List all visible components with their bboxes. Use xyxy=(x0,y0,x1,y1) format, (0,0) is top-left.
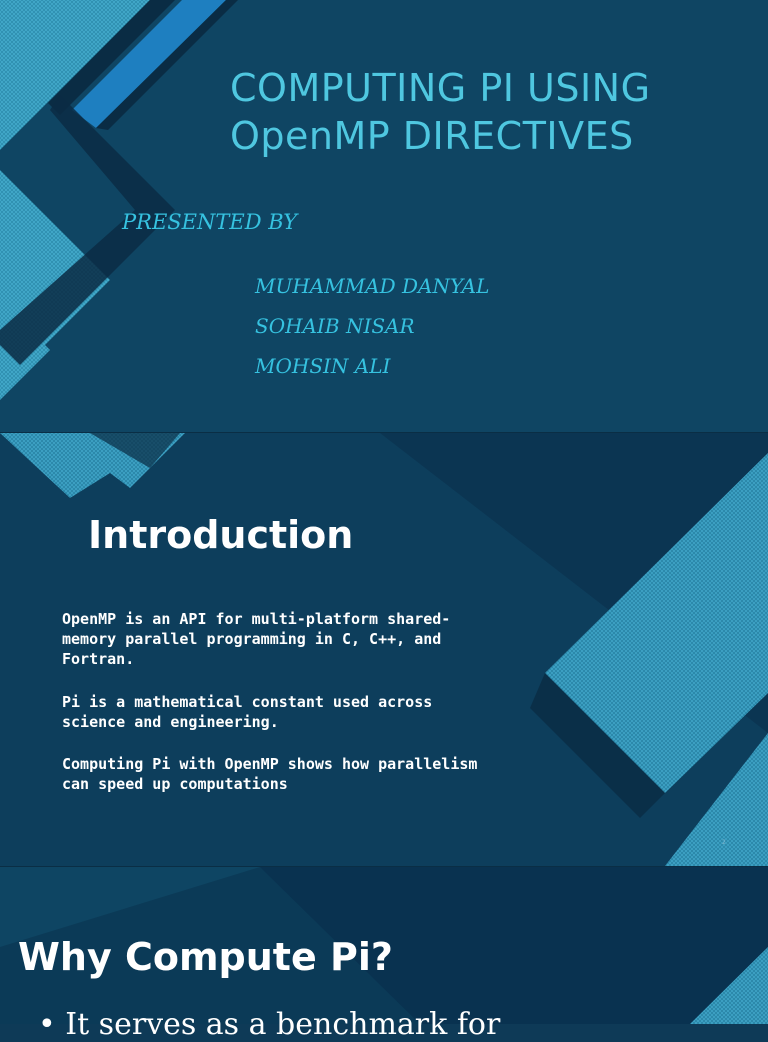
intro-paragraph-2: Pi is a mathematical constant used across science and engineering. xyxy=(62,693,433,731)
title-line-2: OpenMP DIRECTIVES xyxy=(230,114,634,158)
intro-paragraph-1: OpenMP is an API for multi-platform shared-memory parallel programming in C, C++, and Fortran. xyxy=(62,610,451,668)
slide-title xyxy=(230,64,750,160)
presented-by-label: PRESENTED BY xyxy=(122,210,298,234)
introduction-slide xyxy=(0,433,768,866)
bullet-text: • It serves as a benchmark for xyxy=(38,1007,501,1042)
title-slide xyxy=(0,0,768,432)
page-number: 2 xyxy=(722,839,726,846)
presenter-2: SOHAIB NISAR xyxy=(255,314,415,338)
presenter-3: MOHSIN ALI xyxy=(255,354,391,378)
why-compute-pi-slide xyxy=(0,867,768,1042)
title-line-1: COMPUTING PI USING xyxy=(230,66,651,110)
intro-heading: Introduction xyxy=(88,513,354,557)
why-heading: Why Compute Pi? xyxy=(18,935,393,979)
presenter-1: MUHAMMAD DANYAL xyxy=(255,274,490,298)
intro-paragraph-3: Computing Pi with OpenMP shows how parallelism can speed up computations xyxy=(62,755,478,793)
